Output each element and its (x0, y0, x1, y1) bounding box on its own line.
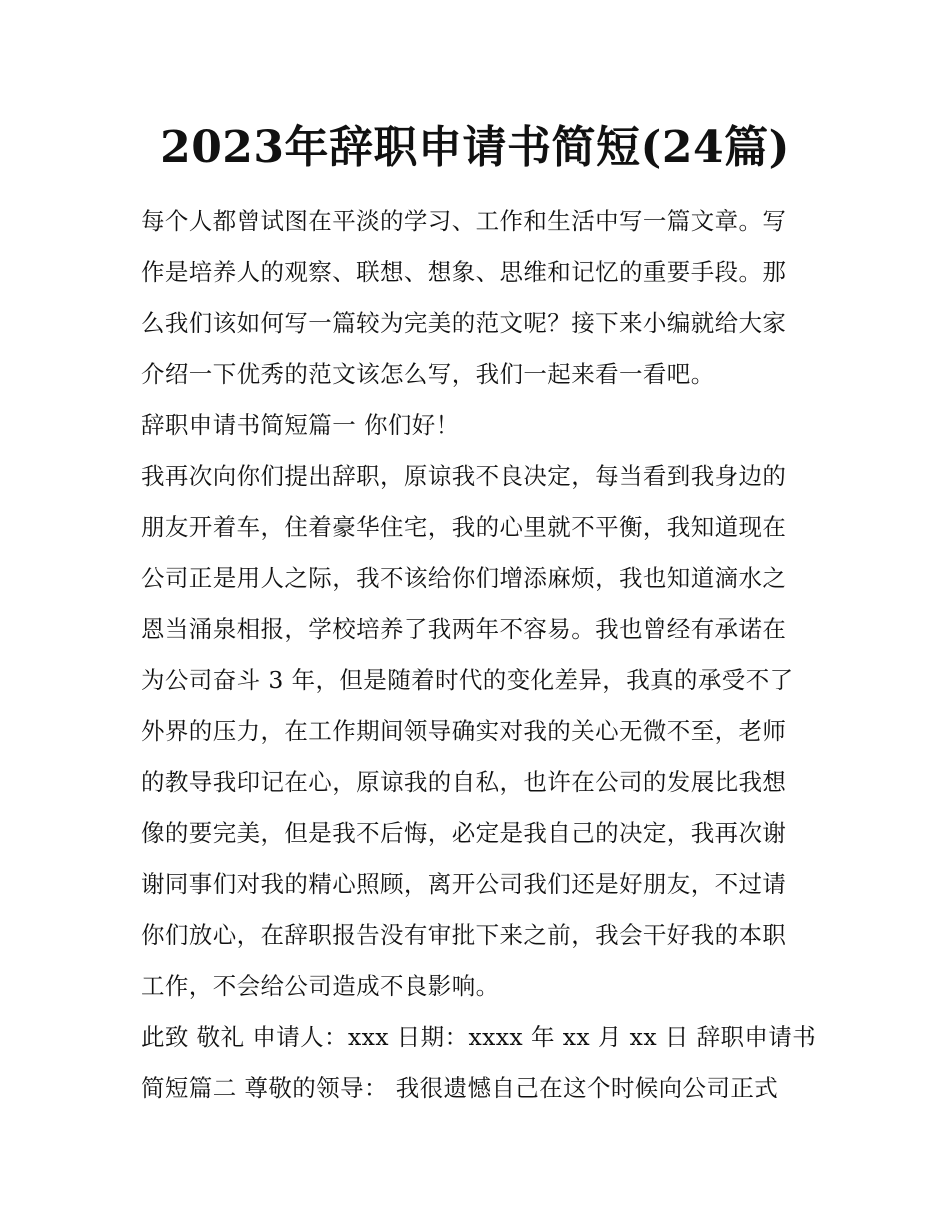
document-title: 2023年辞职申请书简短(24篇) (160, 122, 790, 173)
body-line: 作是培养人的观察、联想、想象、思维和记忆的重要手段。那 (141, 258, 787, 286)
body-line: 公司正是用人之际，我不该给你们增添麻烦，我也知道滴水之 (141, 564, 787, 592)
body-line: 此致 敬礼 申请人：xxx 日期：xxxx 年 xx 月 xx 日 辞职申请书 (141, 1023, 817, 1051)
body-line: 介绍一下优秀的范文该怎么写，我们一起来看一看吧。 (141, 360, 715, 388)
body-line: 么我们该如何写一篇较为完美的范文呢？接下来小编就给大家 (141, 309, 787, 337)
body-line: 简短篇二 尊敬的领导： 我很遗憾自己在这个时候向公司正式 (141, 1074, 779, 1102)
body-line: 朋友开着车，住着豪华住宅，我的心里就不平衡，我知道现在 (141, 513, 787, 541)
body-line: 恩当涌泉相报，学校培养了我两年不容易。我也曾经有承诺在 (141, 615, 787, 643)
body-line: 谢同事们对我的精心照顾，离开公司我们还是好朋友，不过请 (141, 870, 787, 898)
body-line: 我再次向你们提出辞职，原谅我不良决定，每当看到我身边的 (141, 462, 787, 490)
body-line: 为公司奋斗 3 年，但是随着时代的变化差异，我真的承受不了 (141, 666, 794, 694)
section-heading-line: 辞职申请书简短篇一 你们好！ (141, 411, 460, 439)
body-line: 你们放心，在辞职报告没有审批下来之前，我会干好我的本职 (141, 921, 787, 949)
document-body (141, 196, 817, 1114)
body-line: 的教导我印记在心，原谅我的自私，也许在公司的发展比我想 (141, 768, 787, 796)
body-line: 外界的压力，在工作期间领导确实对我的关心无微不至，老师 (141, 717, 787, 745)
body-line: 像的要完美，但是我不后悔，必定是我自己的决定，我再次谢 (141, 819, 787, 847)
body-line: 工作，不会给公司造成不良影响。 (141, 972, 500, 1000)
body-line: 每个人都曾试图在平淡的学习、工作和生活中写一篇文章。写 (141, 207, 787, 235)
